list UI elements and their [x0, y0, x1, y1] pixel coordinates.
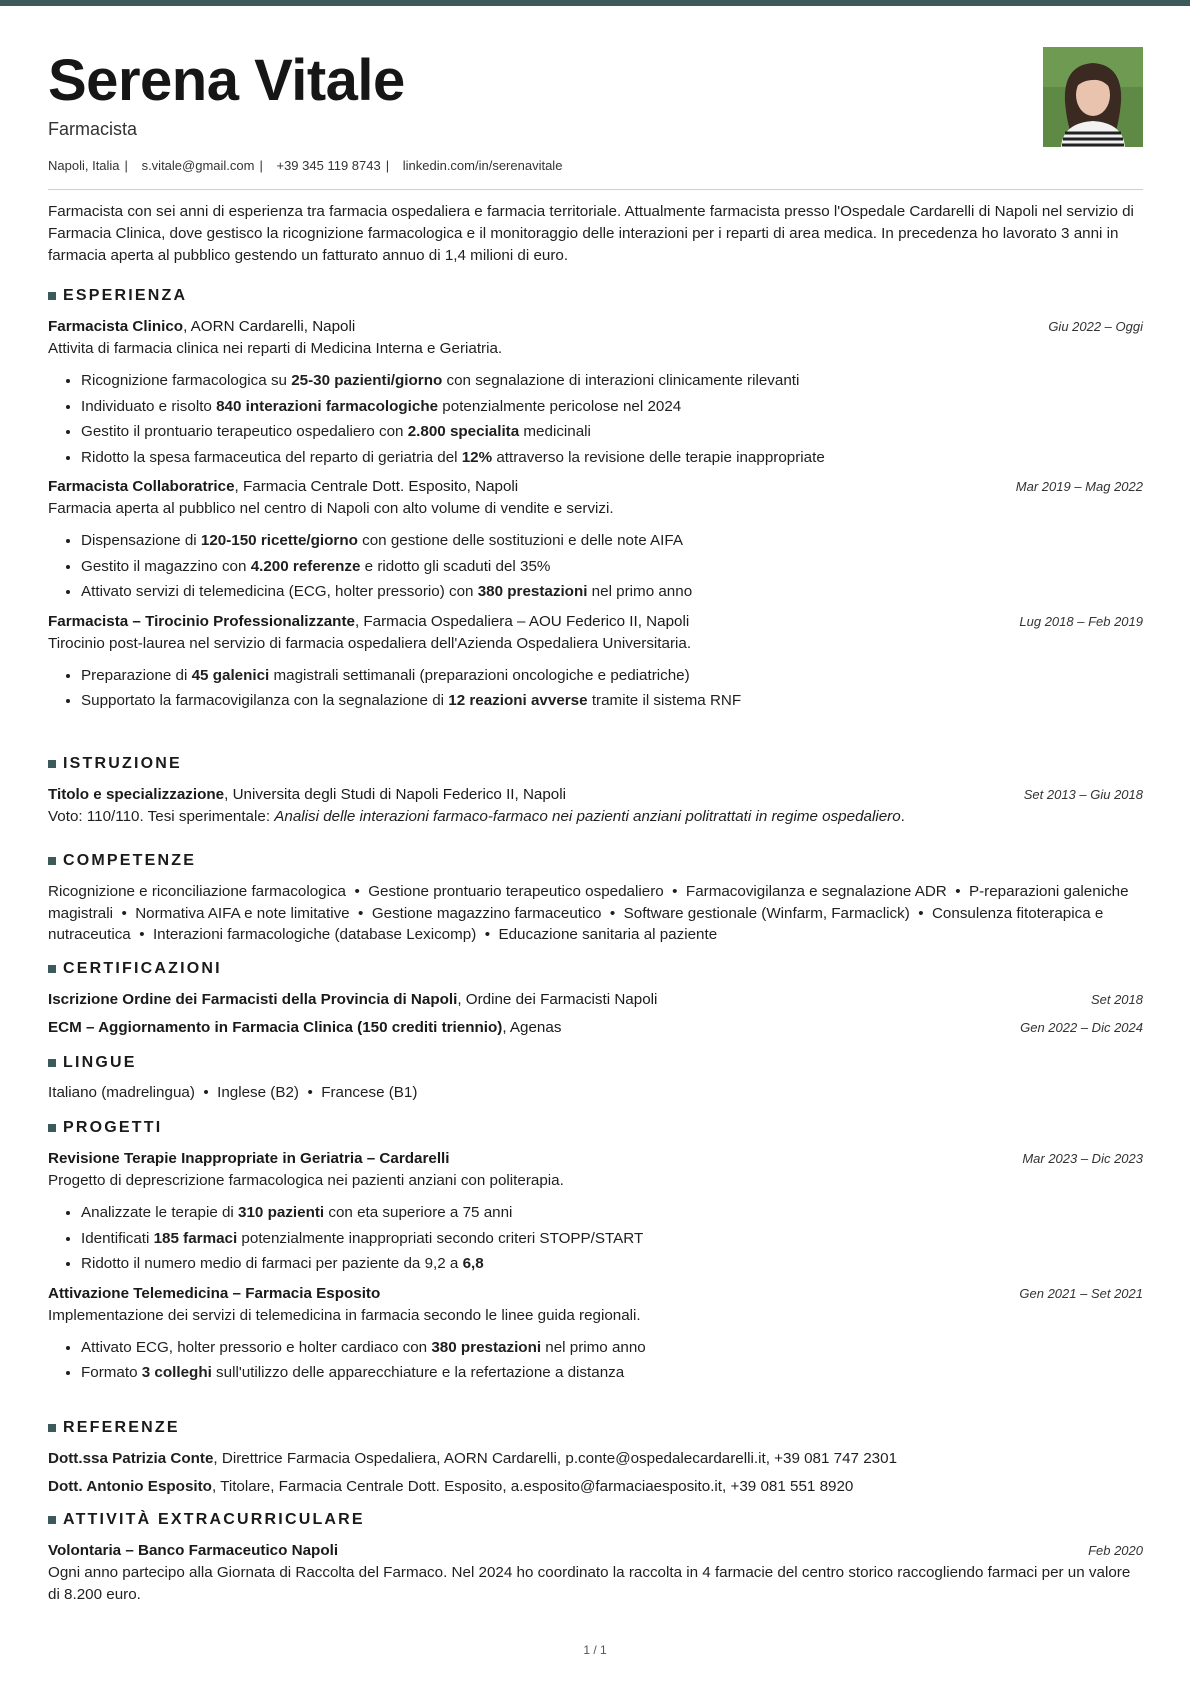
project-item — [48, 1283, 1143, 1386]
cert-title: Iscrizione Ordine dei Farmacisti della Provincia di Napoli — [48, 991, 458, 1008]
job-date: Giu 2022 – Oggi — [1048, 319, 1143, 334]
section-title: ISTRUZIONE — [63, 755, 182, 772]
reference-name: Dott. Antonio Esposito — [48, 1478, 212, 1495]
bullet-item: • Attivato ECG, holter pressorio e holter cardiaco con 380 prestazioni nel primo anno — [81, 1335, 1143, 1361]
bullet-item: • Analizzate le terapie di 310 pazienti con eta superiore a 75 anni — [81, 1200, 1143, 1226]
extracurricular-item — [48, 1540, 1143, 1606]
reference-info: , Titolare, Farmacia Centrale Dott. Esposito, a.esposito@farmaciaesposito.it, +39 081 551 8920 — [211, 1478, 854, 1495]
contact-linkedin[interactable]: linkedin.com/in/serenavitale — [402, 158, 563, 173]
skill-item: Software gestionale (Winfarm, Farmaclick) — [623, 904, 910, 922]
job-title: Farmacista Collaboratrice — [48, 478, 235, 495]
language-item: Francese (B1) — [321, 1084, 418, 1101]
school: , Universita degli Studi di Napoli Federico II, Napoli — [224, 786, 567, 803]
job-bullets — [48, 663, 1143, 714]
project-date: Gen 2021 – Set 2021 — [1019, 1285, 1143, 1301]
bullet-item: • Formato 3 colleghi sull'utilizzo delle apparecchiature e la refertazione a distanza — [81, 1360, 1143, 1386]
candidate-role: Farmacista — [48, 119, 138, 139]
section-marker — [48, 760, 56, 768]
profile-summary: Farmacista con sei anni di esperienza tra farmacia ospedaliera e farmacia territoriale. Attualmente farmacista presso l'Ospedale Cardarelli di Napoli nel servizio di Farmacia Clinica, dove gestisco la ricognizione farmacologica e il monitoraggio delle interazioni per i reparti di area medica. In precedenza ho lavorato 3 anni in farmacia aperta al pubblico gestendo un fatturato annuo di 1,4 milioni di euro. — [48, 203, 1134, 264]
job-bullets — [48, 528, 1143, 605]
section-education — [48, 753, 1143, 828]
section-title: PROGETTI — [63, 1119, 163, 1136]
section-projects — [48, 1117, 1143, 1386]
skill-item: Gestione prontuario terapeutico ospedaliero — [368, 883, 664, 900]
bullet-item: • Attivato servizi di telemedicina (ECG, holter pressorio) con 380 prestazioni nel primo anno — [81, 579, 1143, 605]
bullet-item: • Ridotto la spesa farmaceutica del reparto di geriatria del 12% attraverso la revisione delle terapie inappropriate — [81, 445, 1143, 471]
skill-item: Interazioni farmacologiche (database Lexicomp) — [152, 926, 477, 943]
job-date: Lug 2018 – Feb 2019 — [1019, 613, 1143, 629]
contact-email[interactable]: s.vitale@gmail.com — [141, 158, 255, 173]
bullet-item: • Gestito il magazzino con 4.200 referenze e ridotto gli scaduti del 35% — [81, 554, 1143, 580]
job-description: Attivita di farmacia clinica nei reparti di Medicina Interna e Geriatria. — [48, 340, 503, 357]
contact-separator: | — [124, 158, 128, 173]
section-marker — [48, 1124, 56, 1132]
experience-item — [48, 476, 1143, 605]
section-extracurricular — [48, 1509, 1143, 1606]
cert-title: ECM – Aggiornamento in Farmacia Clinica (150 crediti triennio) — [48, 1019, 503, 1036]
experience-item — [48, 316, 1143, 470]
bullet-item: • Preparazione di 45 galenici magistrali settimanali (preparazioni oncologiche e pediatriche) — [81, 663, 1143, 689]
skill-item: Ricognizione e riconciliazione farmacologica — [48, 883, 346, 900]
section-marker — [48, 1424, 56, 1432]
project-description: Progetto di deprescrizione farmacologica nei pazienti anziani con politerapia. — [48, 1172, 564, 1189]
job-description: Farmacia aperta al pubblico nel centro di Napoli con alto volume di vendite e servizi. — [48, 500, 614, 517]
cert-date: Gen 2022 – Dic 2024 — [1020, 1020, 1143, 1035]
section-references — [48, 1417, 1143, 1501]
bullet-item: • Ridotto il numero medio di farmaci per paziente da 9,2 a 6,8 — [81, 1251, 1143, 1277]
section-title: LINGUE — [63, 1054, 137, 1071]
section-marker — [48, 1059, 56, 1067]
page-number: 1 / 1 — [583, 1643, 607, 1657]
activity-date: Feb 2020 — [1088, 1543, 1143, 1558]
section-marker — [48, 857, 56, 865]
contact-location: Napoli, Italia — [48, 158, 120, 173]
project-date: Mar 2023 – Dic 2023 — [1022, 1151, 1143, 1166]
education-item — [48, 784, 1143, 828]
section-title: CERTIFICAZIONI — [63, 960, 222, 977]
skills-list: Ricognizione e riconciliazione farmacologica • Gestione prontuario terapeutico ospedaliero • Farmacovigilanza e segnalazione ADR • P-reparazioni galeniche magistrali • Normativa AIFA e note limitative • Gestione magazzino farmaceutico • Software gestionale (Winfarm, Farmaclick) • Consulenza fitoterapica e nutraceutica • Interazioni farmacologiche (database Lexicomp) • Educazione sanitaria al paziente — [48, 883, 1129, 943]
job-bullets — [48, 368, 1143, 470]
section-marker — [48, 292, 56, 300]
section-title: ESPERIENZA — [63, 287, 188, 304]
job-org: , AORN Cardarelli, Napoli — [183, 318, 356, 335]
activity-title: Volontaria – Banco Farmaceutico Napoli — [48, 1542, 339, 1559]
cert-org: , Agenas — [502, 1019, 562, 1036]
bullet-item: • Dispensazione di 120-150 ricette/giorno con gestione delle sostituzioni e delle note AIFA — [81, 528, 1143, 554]
thesis-title: Analisi delle interazioni farmaco-farmaco nei pazienti anziani politrattati in regime ospedaliero — [274, 808, 901, 825]
bullet-item: • Gestito il prontuario terapeutico ospedaliero con 2.800 specialita medicinali — [81, 419, 1143, 445]
project-item — [48, 1148, 1143, 1277]
skill-item: Gestione magazzino farmaceutico — [371, 904, 602, 922]
job-org: , Farmacia Ospedaliera – AOU Federico II, Napoli — [354, 612, 690, 630]
contact-separator: | — [385, 158, 390, 173]
skill-item: P-reparazioni galeniche magistrali — [48, 883, 1129, 922]
job-description: Tirocinio post-laurea nel servizio di farmacia ospedaliera dell'Azienda Ospedaliera Universitaria. — [48, 634, 692, 652]
job-title: Farmacista Clinico — [48, 318, 184, 335]
project-title: Attivazione Telemedicina – Farmacia Esposito — [48, 1284, 381, 1302]
section-title: COMPETENZE — [63, 852, 197, 869]
cert-org: , Ordine dei Farmacisti Napoli — [457, 991, 658, 1008]
profile-photo — [1043, 47, 1143, 147]
skill-item: Farmacovigilanza e segnalazione ADR — [685, 883, 947, 900]
education-detail: Voto: 110/110. Tesi sperimentale: Analisi delle interazioni farmaco-farmaco nei pazienti anziani politrattati in regime ospedaliero. — [48, 808, 905, 825]
section-marker — [48, 965, 56, 973]
job-org: , Farmacia Centrale Dott. Esposito, Napoli — [234, 478, 519, 495]
top-accent-bar — [0, 0, 1190, 6]
project-bullets — [48, 1200, 1143, 1277]
skill-item: Normativa AIFA e note limitative — [135, 904, 350, 922]
bullet-item: • Individuato e risolto 840 interazioni farmacologiche potenzialmente pericolose nel 2024 — [81, 394, 1143, 420]
activity-description: Ogni anno partecipo alla Giornata di Raccolta del Farmaco. Nel 2024 ho coordinato la raccolta in 4 farmacie del centro storico raccogliendo farmaci per un valore di 8.200 euro. — [48, 1564, 1131, 1603]
bullet-item: • Supportato la farmacovigilanza con la segnalazione di 12 reazioni avverse tramite il sistema RNF — [81, 688, 1143, 714]
contact-separator: | — [259, 158, 263, 173]
reference-name: Dott.ssa Patrizia Conte — [48, 1450, 214, 1467]
job-title: Farmacista – Tirocinio Professionalizzante — [48, 612, 355, 630]
reference-info: , Direttrice Farmacia Ospedaliera, AORN Cardarelli, p.conte@ospedalecardarelli.it, +39 081 747 2301 — [213, 1450, 898, 1467]
section-languages — [48, 1052, 1143, 1104]
language-item: Italiano (madrelingua) — [48, 1084, 195, 1101]
project-title: Revisione Terapie Inappropriate in Geriatria – Cardarelli — [48, 1150, 450, 1167]
section-skills — [48, 850, 1143, 946]
bullet-item: • Identificati 185 farmaci potenzialmente inappropriati secondo criteri STOPP/START — [81, 1226, 1143, 1252]
bullet-item: • Ricognizione farmacologica su 25-30 pazienti/giorno con segnalazione di interazioni clinicamente rilevanti — [81, 368, 1143, 394]
degree-title: Titolo e specializzazione — [48, 786, 225, 803]
candidate-name: Serena Vitale — [48, 48, 405, 113]
section-title: ATTIVITÀ EXTRACURRICULARE — [63, 1511, 365, 1528]
project-bullets — [48, 1335, 1143, 1386]
reference-item — [48, 1445, 1143, 1473]
skill-item: Educazione sanitaria al paziente — [498, 926, 718, 943]
reference-item — [48, 1473, 1143, 1501]
contact-line — [48, 158, 562, 174]
certification-item — [48, 986, 1143, 1014]
skill-item: Consulenza fitoterapica e nutraceutica — [48, 904, 1104, 943]
contact-phone[interactable]: +39 345 119 8743 — [276, 158, 381, 173]
certification-item — [48, 1014, 1143, 1042]
section-experience — [48, 285, 1143, 714]
education-date: Set 2013 – Giu 2018 — [1023, 787, 1143, 802]
project-description: Implementazione dei servizi di telemedicina in farmacia secondo le linee guida regionali. — [48, 1306, 641, 1324]
language-item: Inglese (B2) — [217, 1084, 299, 1101]
section-title: REFERENZE — [63, 1419, 180, 1436]
cert-date: Set 2018 — [1090, 992, 1143, 1007]
languages-list: Italiano (madrelingua) • Inglese (B2) • Francese (B1) — [48, 1084, 418, 1101]
job-date: Mar 2019 – Mag 2022 — [1015, 479, 1143, 494]
section-certifications — [48, 958, 1143, 1042]
experience-item — [48, 611, 1143, 714]
header-divider — [48, 189, 1143, 190]
section-marker — [48, 1516, 56, 1524]
